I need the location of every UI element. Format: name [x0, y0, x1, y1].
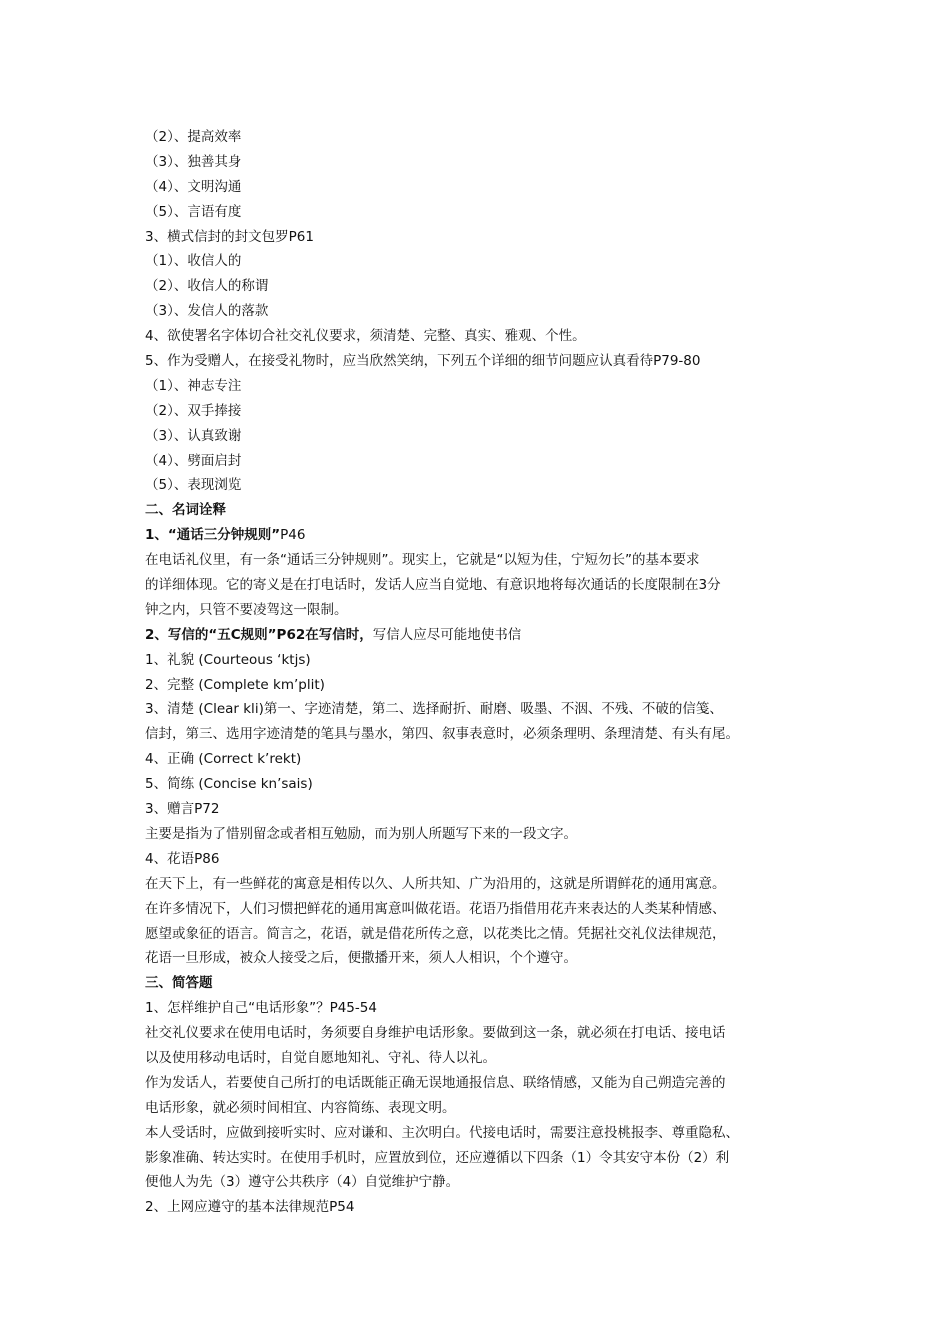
- text-line: 4、欲使署名字体切合社交礼仪要求，须清楚、完整、真实、雅观、个性。: [145, 328, 586, 345]
- text-line: （4）、劈面启封: [145, 452, 242, 469]
- text-line: 4、正确 (Correct k’rekt): [145, 751, 302, 768]
- text-line: 1、礼貌 (Courteous ‘ktjs): [145, 651, 311, 668]
- text-line: 电话形象，就必须时间相宜、内容简练、表现文明。: [145, 1099, 456, 1116]
- text-line: 钟之内，只管不要凌驾这一限制。: [145, 601, 348, 618]
- term-heading: 4、花语P86: [145, 850, 220, 867]
- text-line: （3）、独善其身: [145, 153, 242, 170]
- text-line: 5、作为受赠人，在接受礼物时，应当欣然笑纳，下列五个详细的细节问题应认真看待P79-80: [145, 353, 701, 370]
- text-line: （2）、收信人的称谓: [145, 278, 269, 295]
- text-line: 在天下上，有一些鲜花的寓意是相传以久、人所共知、广为沿用的，这就是所谓鲜花的通用寓意。: [145, 875, 726, 892]
- text-line: 便他人为先（3）遵守公共秩序（4）自觉维护宁静。: [145, 1174, 460, 1191]
- text-line: 以及使用移动电话时，自觉自愿地知礼、守礼、待人以礼。: [145, 1049, 496, 1066]
- text-line: 作为发话人，若要使自己所打的电话既能正确无误地通报信息、联络情感，又能为自己朔造完善的: [145, 1074, 726, 1091]
- text-line: （3）、发信人的落款: [145, 303, 269, 320]
- text-line: 影象准确、转达实时。在使用手机时，应置放到位，还应遵循以下四条（1）令其安守本份（2）利: [145, 1149, 730, 1166]
- text-line: （2）、提高效率: [145, 129, 242, 145]
- term-heading: 3、赠言P72: [145, 801, 220, 818]
- text-line: 3、横式信封的封文包罗P61: [145, 228, 314, 245]
- text-line: （1）、收信人的: [145, 253, 242, 270]
- text-line: 的详细体现。它的寄义是在打电话时，发话人应当自觉地、有意识地将每次通话的长度限制在3分: [145, 577, 721, 594]
- text-line: 愿望或象征的语言。简言之，花语，就是借花所传之意，以花类比之情。凭据社交礼仪法律规范，: [145, 925, 726, 942]
- text-line: 在电话礼仪里，有一条“通话三分钟规则”。现实上，它就是“以短为佳，宁短勿长”的基本要求: [145, 552, 700, 569]
- text-line: （4）、文明沟通: [145, 178, 242, 195]
- section-heading: 三、简答题: [145, 975, 213, 992]
- text-line: （5）、言语有度: [145, 203, 242, 220]
- text-line: 信封，第三、选用字迹清楚的笔具与墨水，第四、叙事表意时，必须条理明、条理清楚、有头有尾。: [145, 726, 739, 743]
- text-line: 2、完整 (Complete km’plit): [145, 676, 325, 693]
- text-line: （2）、双手捧接: [145, 402, 242, 419]
- text-line: （3）、认真致谢: [145, 427, 242, 444]
- text-line: （1）、神志专注: [145, 377, 242, 394]
- text-line: 主要是指为了惜别留念或者相互勉励，而为别人所题写下来的一段文字。: [145, 825, 577, 842]
- question-heading: 1、怎样维护自己“电话形象”？P45-54: [145, 1000, 377, 1017]
- text-line: 社交礼仪要求在使用电话时，务须要自身维护电话形象。要做到这一条，就必须在打电话、接电话: [145, 1025, 726, 1042]
- section-heading: 二、名词诠释: [145, 502, 226, 519]
- term-heading: 1、“通话三分钟规则”P46: [145, 527, 306, 544]
- document-page: [145, 125, 810, 1220]
- text-line: 在许多情况下，人们习惯把鲜花的通用寓意叫做花语。花语乃指借用花卉来表达的人类某种情感、: [145, 900, 726, 917]
- text-line: 本人受话时，应做到接听实时、应对谦和、主次明白。代接电话时，需要注意投桃报李、尊重隐私、: [145, 1124, 739, 1141]
- term-heading: 2、写信的“五C规则”P62在写信时，写信人应尽可能地使书信: [145, 626, 522, 643]
- question-heading: 2、上网应遵守的基本法律规范P54: [145, 1199, 355, 1216]
- text-line: 5、简练 (Concise kn’sais): [145, 776, 313, 793]
- text-line: （5）、表现浏览: [145, 477, 242, 494]
- text-line: 花语一旦形成，被众人接受之后，便撒播开来，须人人相识，个个遵守。: [145, 950, 577, 967]
- text-line: 3、清楚 (Clear kli)第一、字迹清楚，第二、选择耐折、耐磨、吸墨、不洇、不残、不破的信笺、: [145, 701, 723, 718]
